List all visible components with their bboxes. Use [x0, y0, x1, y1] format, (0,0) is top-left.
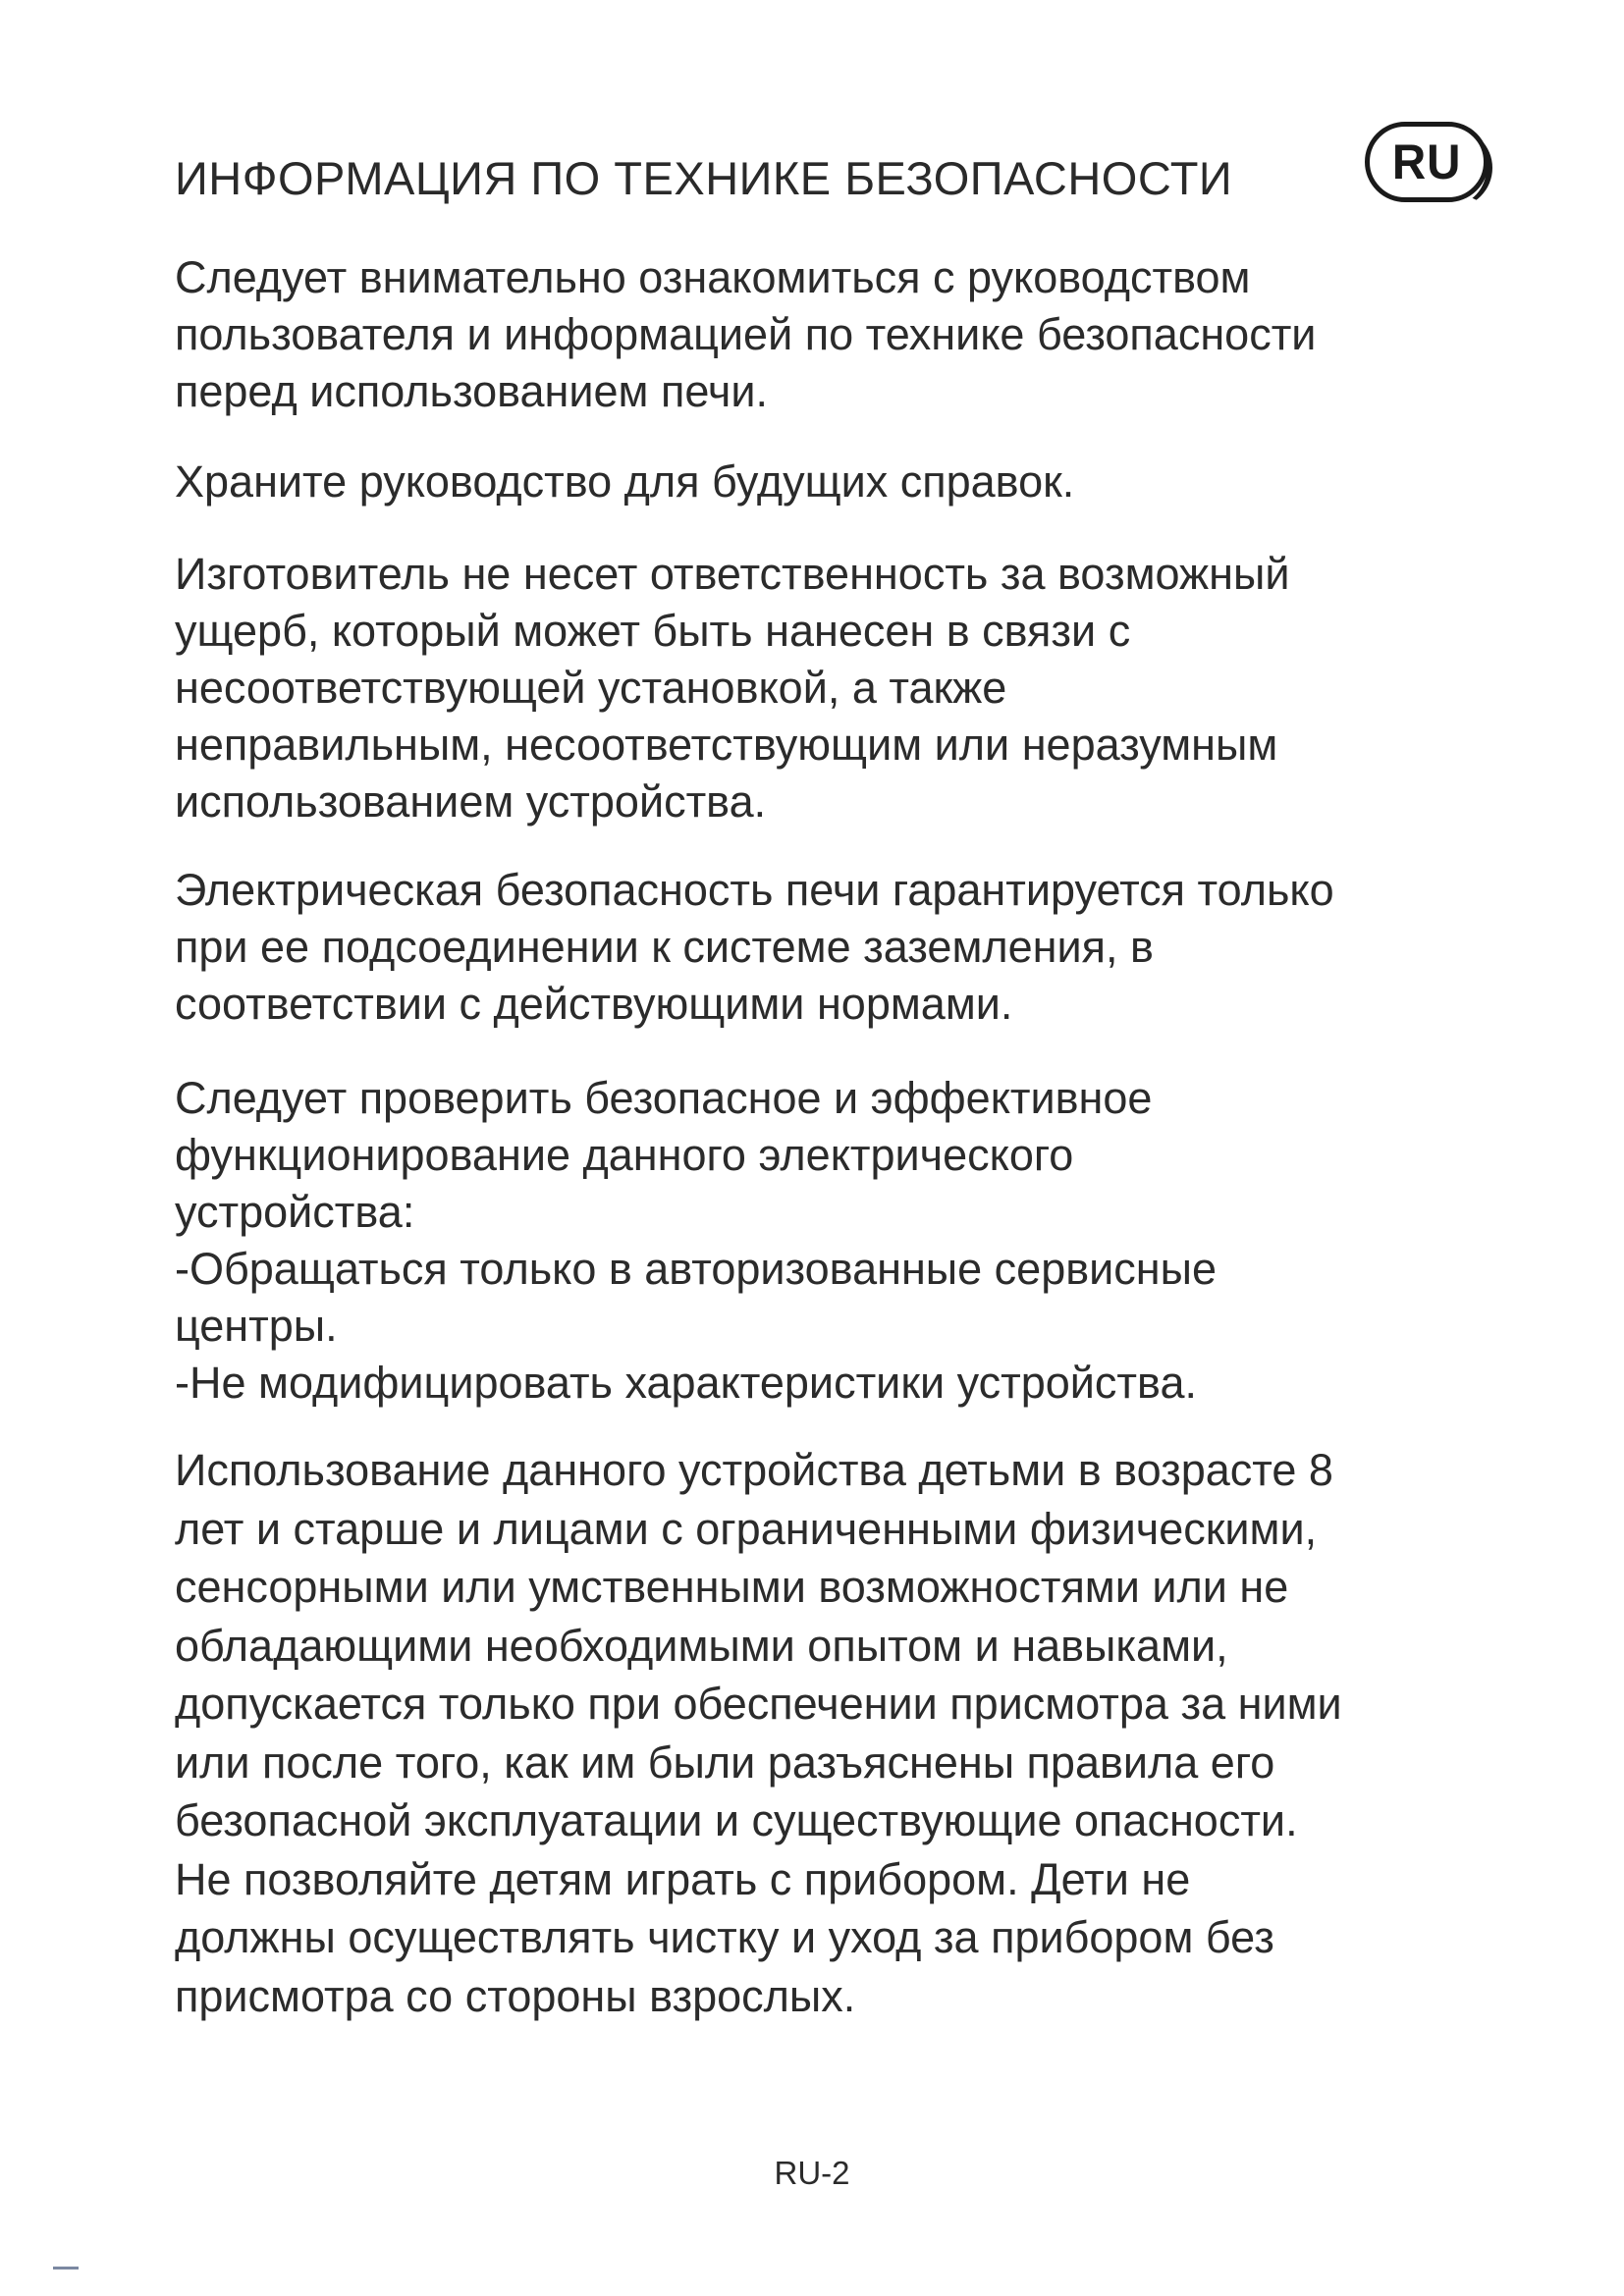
text-line: Следует внимательно ознакомиться с руководством — [175, 252, 1251, 302]
text-line: функционирование данного электрического — [175, 1130, 1074, 1180]
paragraph-keep-manual — [175, 454, 1074, 510]
text-line: использованием устройства. — [175, 776, 767, 827]
text-line: при ее подсоединении к системе заземления, в — [175, 922, 1154, 972]
scan-artifact-mark — [53, 2267, 79, 2269]
page-number: RU-2 — [774, 2155, 850, 2191]
text-line: допускается только при обеспечении присмотра за ними — [175, 1679, 1342, 1729]
text-line: обладающими необходимыми опытом и навыками, — [175, 1620, 1228, 1671]
text-line: центры. — [175, 1301, 338, 1351]
text-line: или после того, как им были разъяснены правила его — [175, 1736, 1275, 1788]
text-line: -Обращаться только в авторизованные сервисные — [175, 1244, 1217, 1294]
text-line: Использование данного устройства детьми в возрасте 8 — [175, 1445, 1333, 1495]
language-badge — [1365, 122, 1489, 202]
text-line: Не позволяйте детям играть с прибором. Дети не — [175, 1853, 1191, 1904]
text-line: Храните руководство для будущих справок. — [175, 456, 1075, 507]
paragraph-intro — [175, 249, 1316, 420]
text-line: присмотра со стороны взрослых. — [175, 1970, 856, 2021]
paragraph-electrical-safety — [175, 862, 1334, 1033]
text-line: безопасной эксплуатации и существующие опасности. — [175, 1795, 1298, 1845]
text-line: перед использованием печи. — [175, 366, 768, 416]
text-line: ущерб, который может быть нанесен в связи с — [175, 606, 1131, 656]
paragraph-children-use — [175, 1441, 1342, 2025]
text-line: лет и старше и лицами с ограниченными физическими, — [175, 1503, 1318, 1554]
text-line: соответствии с действующими нормами. — [175, 979, 1013, 1029]
text-line: сенсорными или умственными возможностями или не — [175, 1562, 1289, 1612]
text-line: -Не модифицировать характеристики устройства. — [175, 1358, 1197, 1408]
page-title: ИНФОРМАЦИЯ ПО ТЕХНИКЕ БЕЗОПАСНОСТИ — [175, 152, 1233, 204]
paragraph-check-operation — [175, 1070, 1217, 1412]
text-line: Электрическая безопасность печи гарантируется только — [175, 865, 1334, 915]
text-line: устройства: — [175, 1187, 415, 1237]
text-line: неправильным, несоответствующим или неразумным — [175, 720, 1278, 770]
text-line: несоответствующей установкой, а также — [175, 663, 1007, 713]
text-line: Следует проверить безопасное и эффективное — [175, 1073, 1153, 1123]
text-line: пользователя и информацией по технике безопасности — [175, 309, 1317, 359]
text-line: должны осуществлять чистку и уход за прибором без — [175, 1912, 1274, 1962]
paragraph-liability — [175, 546, 1289, 830]
language-badge-label: RU — [1391, 134, 1462, 189]
text-line: Изготовитель не несет ответственность за возможный — [175, 549, 1290, 599]
